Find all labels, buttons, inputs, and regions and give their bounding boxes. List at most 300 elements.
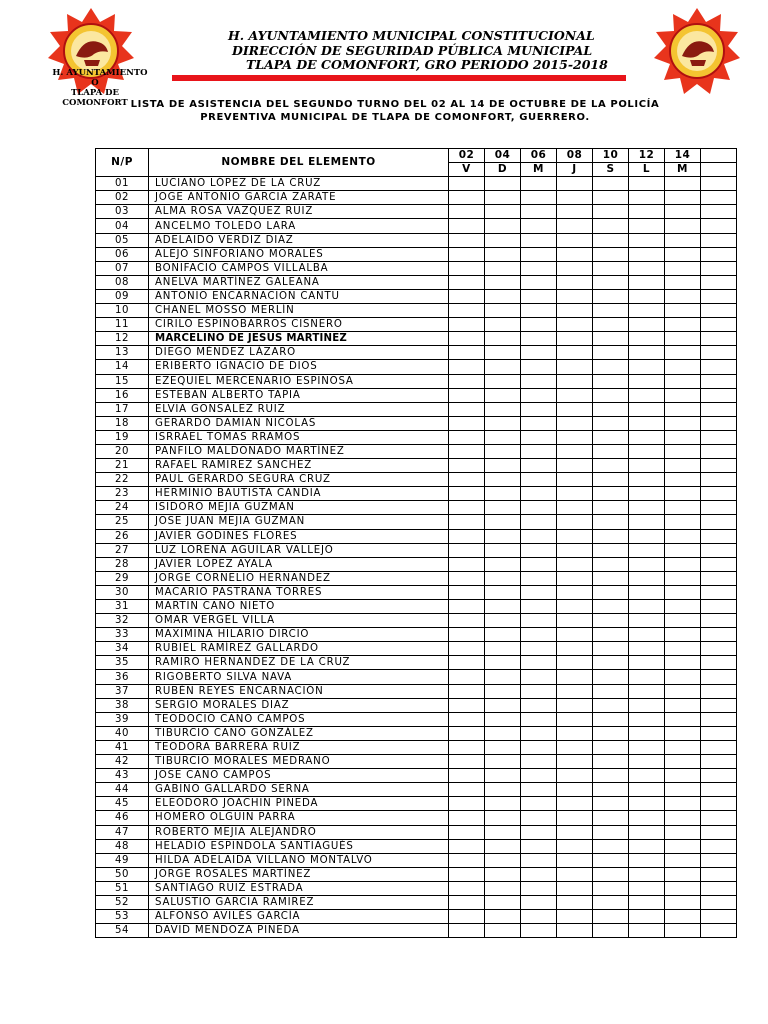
attendance-cell — [449, 444, 485, 458]
attendance-cell — [701, 614, 737, 628]
attendance-cell — [629, 698, 665, 712]
attendance-cell — [557, 219, 593, 233]
row-number: 08 — [96, 275, 149, 289]
attendance-cell — [665, 191, 701, 205]
attendance-cell — [521, 571, 557, 585]
row-number: 07 — [96, 261, 149, 275]
attendance-cell — [665, 459, 701, 473]
row-number: 03 — [96, 205, 149, 219]
attendance-cell — [593, 205, 629, 219]
attendance-cell — [701, 853, 737, 867]
attendance-cell — [485, 275, 521, 289]
attendance-cell — [449, 811, 485, 825]
attendance-cell — [665, 853, 701, 867]
row-number: 52 — [96, 895, 149, 909]
attendance-cell — [593, 261, 629, 275]
element-name: ISIDORO MEJIA GUZMAN — [149, 501, 449, 515]
header-row-dates — [96, 149, 737, 163]
element-name: GABINO GALLARDO SERNA — [149, 783, 449, 797]
table-row — [96, 247, 737, 261]
attendance-cell — [629, 797, 665, 811]
row-number: 38 — [96, 698, 149, 712]
element-name: TEODORA BARRERA RUIZ — [149, 740, 449, 754]
attendance-cell — [665, 670, 701, 684]
attendance-cell — [449, 233, 485, 247]
table-row — [96, 783, 737, 797]
attendance-cell — [593, 895, 629, 909]
attendance-cell — [665, 487, 701, 501]
row-number: 42 — [96, 755, 149, 769]
table-row — [96, 388, 737, 402]
attendance-cell — [701, 769, 737, 783]
attendance-cell — [701, 712, 737, 726]
attendance-cell — [449, 571, 485, 585]
attendance-cell — [485, 177, 521, 191]
attendance-cell — [593, 825, 629, 839]
attendance-cell — [629, 585, 665, 599]
element-name: JOGE ANTONIO GARCIA ZARATE — [149, 191, 449, 205]
row-number: 22 — [96, 473, 149, 487]
attendance-cell — [629, 543, 665, 557]
attendance-cell — [629, 402, 665, 416]
row-number: 27 — [96, 543, 149, 557]
attendance-cell — [557, 543, 593, 557]
attendance-cell — [665, 642, 701, 656]
table-row — [96, 656, 737, 670]
table-row — [96, 769, 737, 783]
element-name: ANTONIO ENCARNACION CANTU — [149, 289, 449, 303]
attendance-cell — [593, 473, 629, 487]
attendance-cell — [701, 247, 737, 261]
table-row — [96, 684, 737, 698]
attendance-cell — [485, 374, 521, 388]
attendance-cell — [665, 783, 701, 797]
attendance-cell — [665, 360, 701, 374]
attendance-cell — [629, 191, 665, 205]
attendance-cell — [665, 543, 701, 557]
attendance-cell — [521, 459, 557, 473]
element-name: TIBURCIO CANO GONZÁLEZ — [149, 726, 449, 740]
municipal-emblem-logo-right — [654, 8, 740, 94]
table-row — [96, 628, 737, 642]
attendance-cell — [521, 656, 557, 670]
attendance-cell — [557, 275, 593, 289]
attendance-cell — [593, 924, 629, 938]
attendance-cell — [485, 797, 521, 811]
attendance-cell — [485, 769, 521, 783]
element-name: JAVIER GODINES FLORES — [149, 529, 449, 543]
attendance-cell — [629, 571, 665, 585]
row-number: 43 — [96, 769, 149, 783]
attendance-cell — [521, 402, 557, 416]
attendance-cell — [593, 233, 629, 247]
attendance-cell — [701, 585, 737, 599]
attendance-cell — [485, 360, 521, 374]
attendance-cell — [593, 219, 629, 233]
attendance-cell — [521, 529, 557, 543]
attendance-cell — [665, 304, 701, 318]
table-row — [96, 755, 737, 769]
attendance-cell — [665, 402, 701, 416]
attendance-cell — [485, 247, 521, 261]
element-name: HERMINIO BAUTISTA CANDIA — [149, 487, 449, 501]
attendance-cell — [701, 360, 737, 374]
attendance-cell — [521, 289, 557, 303]
attendance-cell — [521, 783, 557, 797]
element-name: HOMERO OLGUIN PARRA — [149, 811, 449, 825]
element-name: SANTIAGO RUIZ ESTRADA — [149, 881, 449, 895]
column-header-date: 08 — [557, 149, 593, 163]
attendance-cell — [485, 867, 521, 881]
attendance-cell — [521, 501, 557, 515]
attendance-cell — [557, 557, 593, 571]
attendance-cell — [629, 416, 665, 430]
attendance-cell — [593, 332, 629, 346]
attendance-cell — [521, 304, 557, 318]
attendance-cell — [665, 684, 701, 698]
attendance-cell — [665, 726, 701, 740]
table-row — [96, 642, 737, 656]
attendance-cell — [485, 515, 521, 529]
attendance-cell — [557, 853, 593, 867]
attendance-cell — [701, 515, 737, 529]
attendance-cell — [521, 642, 557, 656]
attendance-cell — [701, 459, 737, 473]
column-header-date — [701, 149, 737, 163]
attendance-cell — [521, 233, 557, 247]
attendance-cell — [629, 867, 665, 881]
table-row — [96, 501, 737, 515]
row-number: 31 — [96, 600, 149, 614]
attendance-cell — [449, 416, 485, 430]
table-row — [96, 740, 737, 754]
element-name: ERIBERTO IGNACIO DE DIOS — [149, 360, 449, 374]
attendance-cell — [449, 614, 485, 628]
attendance-cell — [701, 740, 737, 754]
attendance-cell — [485, 895, 521, 909]
attendance-cell — [485, 712, 521, 726]
attendance-cell — [593, 839, 629, 853]
row-number: 41 — [96, 740, 149, 754]
attendance-cell — [593, 740, 629, 754]
attendance-cell — [485, 304, 521, 318]
attendance-cell — [521, 247, 557, 261]
attendance-cell — [629, 910, 665, 924]
table-row — [96, 304, 737, 318]
attendance-cell — [557, 895, 593, 909]
attendance-cell — [665, 839, 701, 853]
attendance-cell — [521, 444, 557, 458]
attendance-cell — [521, 797, 557, 811]
table-row — [96, 797, 737, 811]
header-red-rule — [172, 75, 626, 81]
attendance-cell — [665, 388, 701, 402]
attendance-cell — [521, 388, 557, 402]
attendance-cell — [701, 642, 737, 656]
element-name: PAUL GERARDO SEGURA CRUZ — [149, 473, 449, 487]
attendance-cell — [701, 684, 737, 698]
attendance-cell — [449, 557, 485, 571]
attendance-cell — [593, 585, 629, 599]
attendance-cell — [521, 628, 557, 642]
attendance-cell — [593, 881, 629, 895]
attendance-cell — [629, 614, 665, 628]
attendance-cell — [449, 529, 485, 543]
attendance-cell — [449, 430, 485, 444]
attendance-cell — [557, 402, 593, 416]
attendance-cell — [485, 698, 521, 712]
table-row — [96, 585, 737, 599]
attendance-cell — [593, 402, 629, 416]
attendance-cell — [665, 585, 701, 599]
attendance-cell — [593, 360, 629, 374]
attendance-cell — [593, 642, 629, 656]
attendance-cell — [449, 698, 485, 712]
element-name: HELADIO ESPINDOLA SANTIAGUÉS — [149, 839, 449, 853]
attendance-cell — [701, 571, 737, 585]
table-row — [96, 275, 737, 289]
attendance-cell — [629, 895, 665, 909]
attendance-cell — [449, 473, 485, 487]
attendance-cell — [629, 444, 665, 458]
attendance-cell — [629, 825, 665, 839]
attendance-cell — [629, 374, 665, 388]
attendance-cell — [449, 628, 485, 642]
attendance-cell — [485, 233, 521, 247]
attendance-cell — [629, 459, 665, 473]
attendance-cell — [665, 811, 701, 825]
element-name: ALMA ROSA VAZQUEZ RUIZ — [149, 205, 449, 219]
attendance-cell — [665, 177, 701, 191]
attendance-cell — [701, 628, 737, 642]
attendance-cell — [485, 811, 521, 825]
element-name: ADELAIDO VERDIZ DIAZ — [149, 233, 449, 247]
element-name: JORGE ROSALES MARTÍNEZ — [149, 867, 449, 881]
attendance-cell — [449, 797, 485, 811]
attendance-cell — [701, 219, 737, 233]
attendance-cell — [449, 769, 485, 783]
attendance-cell — [701, 811, 737, 825]
attendance-cell — [485, 585, 521, 599]
logo-caption-line1: H. AYUNTAMIENTO — [52, 68, 148, 78]
attendance-cell — [485, 205, 521, 219]
attendance-cell — [701, 416, 737, 430]
element-name: JORGE CORNELIO HERNANDEZ — [149, 571, 449, 585]
attendance-cell — [629, 501, 665, 515]
attendance-cell — [701, 261, 737, 275]
attendance-cell — [485, 318, 521, 332]
attendance-cell — [593, 571, 629, 585]
attendance-cell — [449, 191, 485, 205]
attendance-cell — [629, 275, 665, 289]
attendance-cell — [485, 656, 521, 670]
table-row — [96, 910, 737, 924]
attendance-cell — [557, 388, 593, 402]
attendance-cell — [629, 600, 665, 614]
attendance-cell — [701, 755, 737, 769]
attendance-cell — [557, 755, 593, 769]
table-row — [96, 177, 737, 191]
attendance-cell — [593, 459, 629, 473]
logo-caption: H. AYUNTAMIENTO O TLAPA DE COMONFORT — [40, 68, 150, 108]
attendance-cell — [557, 459, 593, 473]
attendance-cell — [557, 698, 593, 712]
row-number: 46 — [96, 811, 149, 825]
attendance-cell — [701, 444, 737, 458]
element-name: EZEQUIEL MERCENARIO ESPINOSA — [149, 374, 449, 388]
element-name: ELEODORO JOACHIN PINEDA — [149, 797, 449, 811]
attendance-cell — [593, 515, 629, 529]
table-row — [96, 614, 737, 628]
attendance-cell — [629, 304, 665, 318]
attendance-cell — [485, 388, 521, 402]
subtitle-line2: PREVENTIVA MUNICIPAL DE TLAPA DE COMONFORT, GUERRERO. — [200, 112, 590, 123]
column-header-weekday: D — [485, 163, 521, 177]
table-row — [96, 402, 737, 416]
attendance-cell — [629, 811, 665, 825]
attendance-cell — [521, 487, 557, 501]
attendance-cell — [521, 769, 557, 783]
table-row — [96, 726, 737, 740]
attendance-cell — [629, 755, 665, 769]
attendance-cell — [629, 332, 665, 346]
row-number: 10 — [96, 304, 149, 318]
attendance-cell — [449, 895, 485, 909]
attendance-cell — [593, 811, 629, 825]
column-header-date: 06 — [521, 149, 557, 163]
attendance-cell — [665, 247, 701, 261]
header-title-line2: DIRECCIÓN DE SEGURIDAD PÚBLICA MUNICIPAL — [232, 43, 593, 58]
attendance-cell — [449, 289, 485, 303]
attendance-cell — [557, 656, 593, 670]
attendance-cell — [557, 177, 593, 191]
element-name: JOSE JUAN MEJIA GUZMAN — [149, 515, 449, 529]
attendance-cell — [521, 839, 557, 853]
attendance-cell — [593, 416, 629, 430]
attendance-cell — [485, 614, 521, 628]
attendance-cell — [449, 783, 485, 797]
element-name: RUBIEL RAMÍREZ GALLARDO — [149, 642, 449, 656]
column-header-weekday: J — [557, 163, 593, 177]
attendance-cell — [557, 684, 593, 698]
element-name: RAFAEL RAMIREZ SANCHEZ — [149, 459, 449, 473]
attendance-cell — [521, 600, 557, 614]
attendance-cell — [593, 712, 629, 726]
attendance-cell — [665, 628, 701, 642]
attendance-cell — [665, 289, 701, 303]
attendance-cell — [449, 839, 485, 853]
attendance-cell — [665, 769, 701, 783]
row-number: 35 — [96, 656, 149, 670]
attendance-cell — [629, 388, 665, 402]
attendance-cell — [593, 853, 629, 867]
table-row — [96, 444, 737, 458]
attendance-cell — [557, 444, 593, 458]
attendance-cell — [557, 304, 593, 318]
attendance-cell — [593, 726, 629, 740]
column-header-np: N/P — [96, 149, 149, 177]
element-name: HILDA ADELAIDA VILLANO MONTALVO — [149, 853, 449, 867]
attendance-cell — [701, 783, 737, 797]
attendance-cell — [557, 360, 593, 374]
attendance-cell — [521, 811, 557, 825]
attendance-cell — [485, 473, 521, 487]
attendance-cell — [593, 289, 629, 303]
attendance-cell — [485, 853, 521, 867]
attendance-cell — [629, 783, 665, 797]
attendance-cell — [521, 557, 557, 571]
row-number: 53 — [96, 910, 149, 924]
column-header-weekday: M — [665, 163, 701, 177]
attendance-cell — [701, 346, 737, 360]
attendance-cell — [629, 247, 665, 261]
attendance-cell — [593, 275, 629, 289]
logo-caption-line2: TLAPA DE COMONFORT — [62, 88, 128, 108]
attendance-cell — [557, 261, 593, 275]
attendance-cell — [557, 473, 593, 487]
attendance-cell — [449, 867, 485, 881]
attendance-cell — [557, 924, 593, 938]
attendance-cell — [665, 881, 701, 895]
row-number: 47 — [96, 825, 149, 839]
attendance-cell — [665, 924, 701, 938]
attendance-cell — [593, 684, 629, 698]
attendance-cell — [593, 910, 629, 924]
attendance-cell — [485, 783, 521, 797]
attendance-cell — [449, 910, 485, 924]
attendance-cell — [665, 233, 701, 247]
attendance-cell — [485, 881, 521, 895]
attendance-cell — [485, 825, 521, 839]
row-number: 48 — [96, 839, 149, 853]
attendance-cell — [557, 332, 593, 346]
attendance-cell — [485, 261, 521, 275]
attendance-cell — [665, 332, 701, 346]
attendance-cell — [629, 642, 665, 656]
attendance-cell — [629, 177, 665, 191]
attendance-cell — [557, 346, 593, 360]
attendance-cell — [449, 275, 485, 289]
attendance-cell — [665, 698, 701, 712]
attendance-cell — [485, 642, 521, 656]
attendance-cell — [449, 402, 485, 416]
attendance-cell — [665, 740, 701, 754]
attendance-cell — [485, 726, 521, 740]
attendance-cell — [593, 698, 629, 712]
element-name: CHANEL MOSSO MERLÍN — [149, 304, 449, 318]
attendance-cell — [449, 600, 485, 614]
attendance-cell — [629, 557, 665, 571]
attendance-cell — [629, 346, 665, 360]
attendance-cell — [449, 515, 485, 529]
element-name: ROBERTO MEJIA ALEJANDRO — [149, 825, 449, 839]
row-number: 39 — [96, 712, 149, 726]
attendance-cell — [521, 881, 557, 895]
attendance-cell — [701, 191, 737, 205]
element-name: ESTEBAN ALBERTO TAPIA — [149, 388, 449, 402]
attendance-cell — [521, 416, 557, 430]
attendance-cell — [557, 670, 593, 684]
column-header-weekday — [701, 163, 737, 177]
row-number: 16 — [96, 388, 149, 402]
element-name: DAVID MENDOZA PINEDA — [149, 924, 449, 938]
attendance-cell — [629, 289, 665, 303]
attendance-cell — [557, 839, 593, 853]
attendance-cell — [485, 444, 521, 458]
attendance-cell — [557, 247, 593, 261]
row-number: 25 — [96, 515, 149, 529]
attendance-cell — [557, 585, 593, 599]
